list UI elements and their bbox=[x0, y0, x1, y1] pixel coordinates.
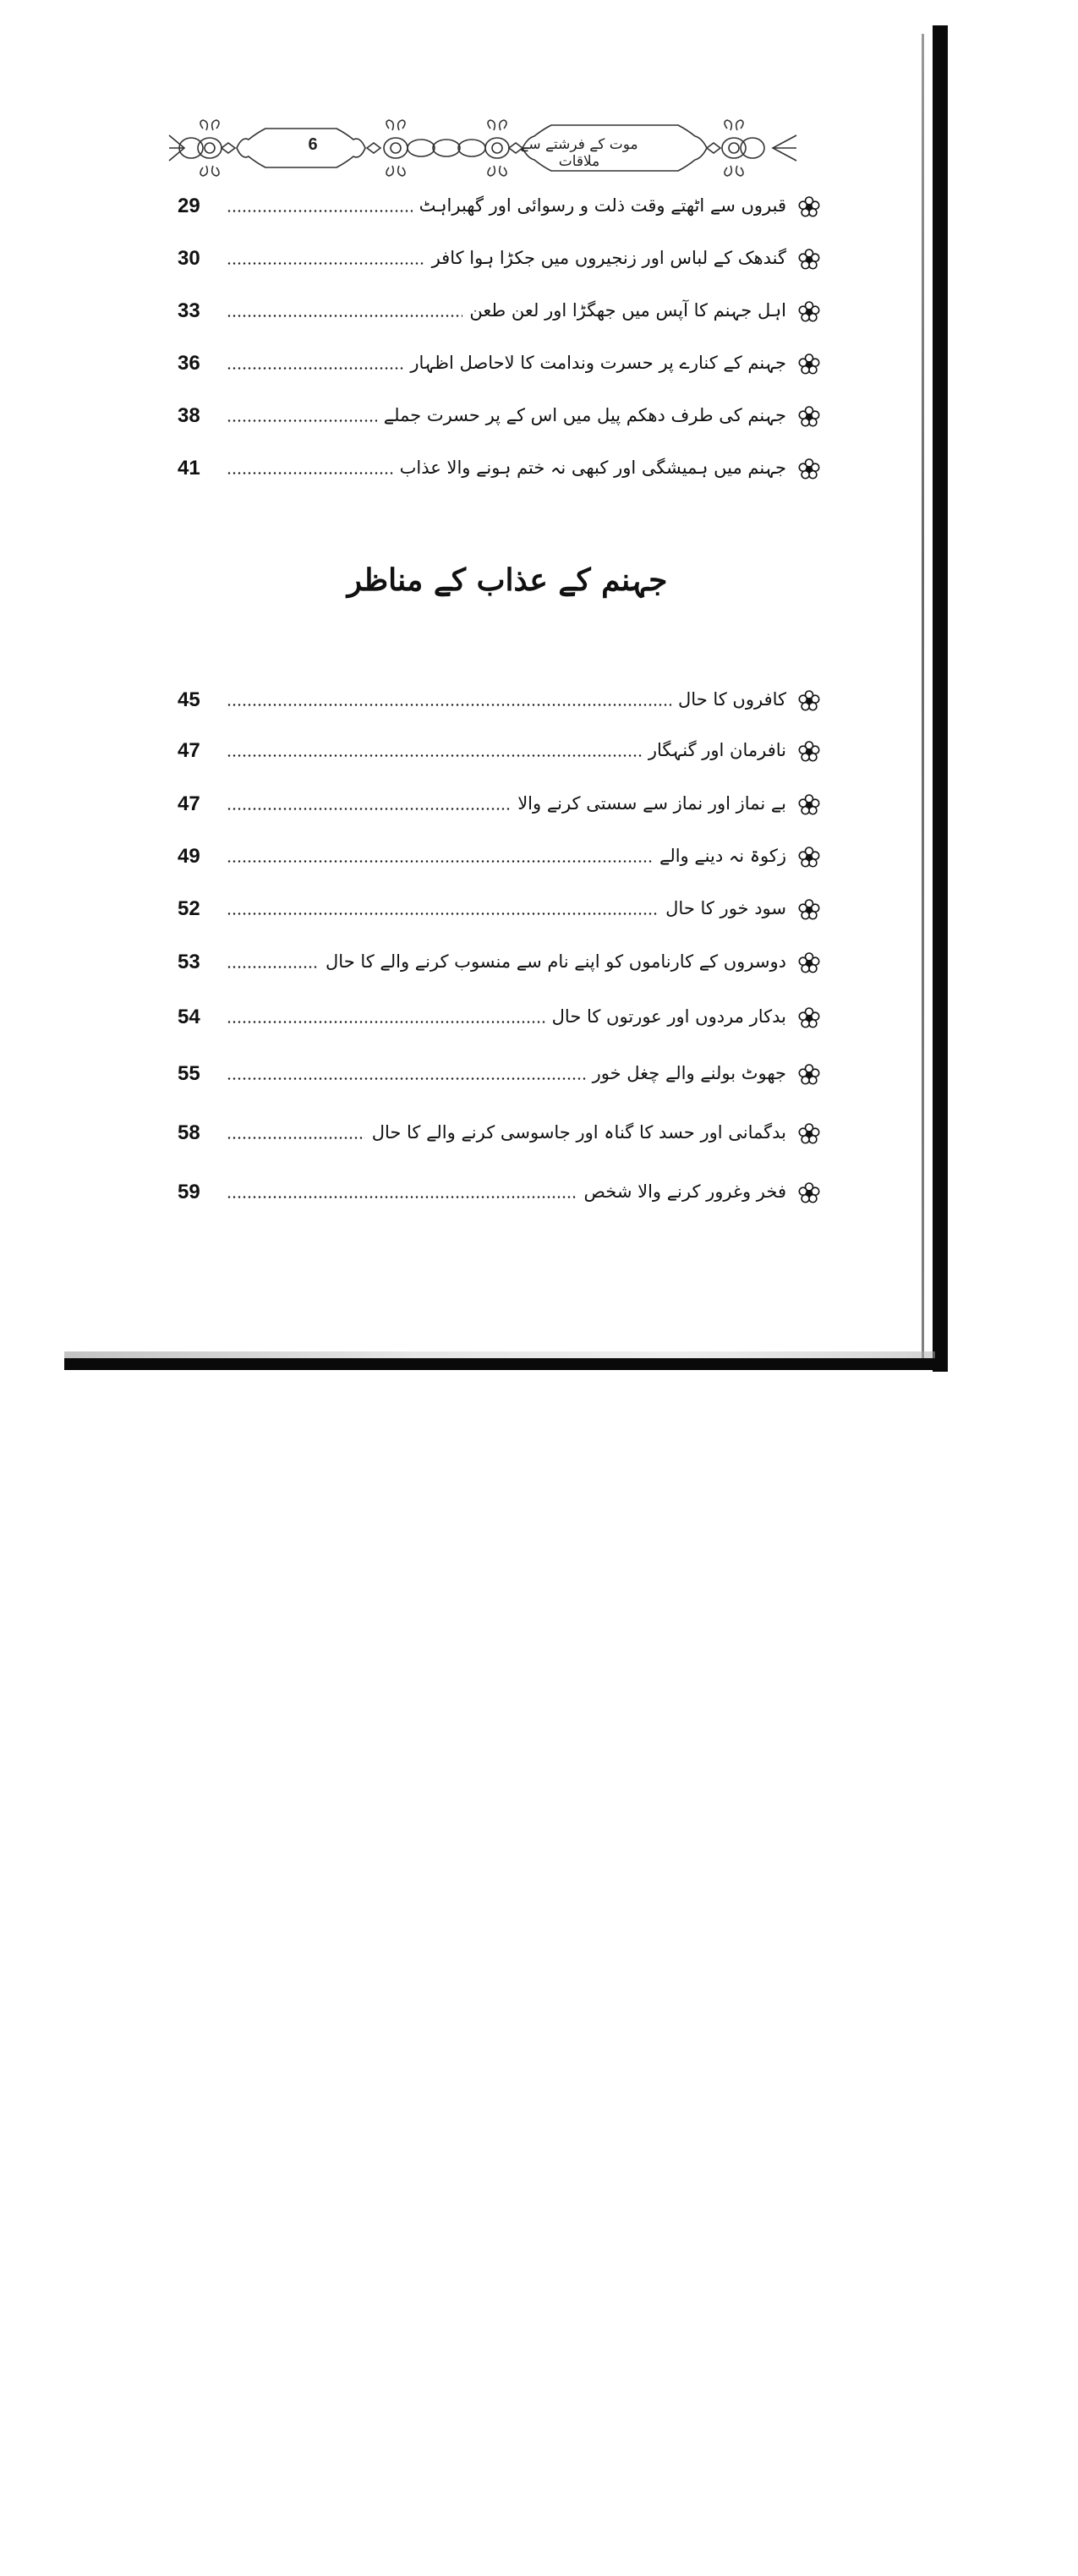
page-edge-line bbox=[922, 34, 924, 1362]
toc-entry-page-number: 54 bbox=[178, 1006, 200, 1028]
toc-entry-page-number: 33 bbox=[178, 299, 200, 322]
toc-entry[interactable] bbox=[178, 191, 820, 225]
toc-entry-page-number: 55 bbox=[178, 1062, 200, 1085]
toc-entry-title: سود خور کا حال bbox=[665, 898, 786, 918]
page-number: 6 bbox=[308, 135, 318, 154]
dot-leader bbox=[227, 808, 511, 810]
toc-entry[interactable] bbox=[178, 841, 820, 875]
toc-entry-page-number: 38 bbox=[178, 404, 200, 427]
toc-entry-title: قبروں سے اٹھتے وقت ذلت و رسوائی اور گھبراہٹ bbox=[419, 195, 786, 216]
dot-leader bbox=[227, 1137, 365, 1139]
flower-bullet-icon bbox=[798, 301, 820, 323]
toc-entry-page-number: 29 bbox=[178, 195, 200, 217]
section-heading: جہنم کے عذاب کے مناظر bbox=[347, 562, 668, 598]
toc-entry-title: زکوۃ نہ دینے والے bbox=[659, 846, 786, 866]
dot-leader bbox=[227, 419, 377, 422]
toc-entry-page-number: 30 bbox=[178, 247, 200, 270]
dot-leader bbox=[227, 913, 659, 915]
flower-bullet-icon bbox=[798, 458, 820, 480]
dot-leader bbox=[227, 966, 319, 968]
toc-entry-title: کافروں کا حال bbox=[678, 689, 786, 710]
flower-bullet-icon bbox=[798, 1123, 820, 1145]
toc-entry-title: نافرمان اور گنہگار bbox=[648, 740, 786, 760]
toc-entry[interactable] bbox=[178, 296, 820, 330]
dot-leader bbox=[227, 1077, 586, 1080]
dot-leader bbox=[227, 210, 413, 212]
flower-bullet-icon bbox=[798, 406, 820, 428]
toc-entry[interactable] bbox=[178, 789, 820, 823]
toc-entry-page-number: 47 bbox=[178, 739, 200, 762]
flower-bullet-icon bbox=[798, 794, 820, 816]
toc-entry-title: دوسروں کے کارناموں کو اپنے نام سے منسوب کرنے والے کا حال bbox=[326, 951, 786, 972]
toc-entry[interactable] bbox=[178, 348, 820, 382]
toc-entry-title: جہنم کی طرف دھکم پیل میں اس کے پر حسرت جملے bbox=[383, 405, 786, 425]
flower-bullet-icon bbox=[798, 196, 820, 218]
toc-entry[interactable] bbox=[178, 947, 820, 981]
toc-entry-page-number: 45 bbox=[178, 688, 200, 711]
toc-entry[interactable] bbox=[178, 401, 820, 435]
toc-entry-page-number: 53 bbox=[178, 951, 200, 973]
flower-bullet-icon bbox=[798, 899, 820, 921]
toc-entry-page-number: 36 bbox=[178, 352, 200, 375]
ornamental-border-icon bbox=[166, 118, 800, 178]
dot-leader bbox=[227, 754, 642, 757]
flower-bullet-icon bbox=[798, 249, 820, 271]
flower-bullet-icon bbox=[798, 952, 820, 974]
flower-bullet-icon bbox=[798, 741, 820, 763]
flower-bullet-icon bbox=[798, 1064, 820, 1086]
dot-leader bbox=[227, 1196, 577, 1198]
flower-bullet-icon bbox=[798, 354, 820, 375]
toc-entry-title: بدکار مردوں اور عورتوں کا حال bbox=[551, 1006, 786, 1027]
flower-bullet-icon bbox=[798, 847, 820, 869]
toc-entry-page-number: 59 bbox=[178, 1181, 200, 1203]
toc-entry-page-number: 47 bbox=[178, 792, 200, 815]
ornamental-header bbox=[166, 118, 800, 178]
toc-entry[interactable] bbox=[178, 736, 820, 770]
toc-entry-page-number: 41 bbox=[178, 457, 200, 480]
flower-bullet-icon bbox=[798, 690, 820, 712]
toc-entry-title: گندھک کے لباس اور زنجیروں میں جکڑا ہوا کافر bbox=[431, 248, 786, 268]
flower-bullet-icon bbox=[798, 1007, 820, 1029]
toc-entry-title: بے نماز اور نماز سے سستی کرنے والا bbox=[517, 793, 786, 814]
scan-right-edge bbox=[933, 25, 948, 1372]
toc-entry-title: جھوٹ بولنے والے چغل خور bbox=[592, 1063, 786, 1083]
toc-entry[interactable] bbox=[178, 894, 820, 928]
toc-entry-page-number: 52 bbox=[178, 897, 200, 920]
dot-leader bbox=[227, 262, 425, 265]
toc-entry[interactable] bbox=[178, 453, 820, 487]
toc-entry[interactable] bbox=[178, 1059, 820, 1093]
flower-bullet-icon bbox=[798, 1182, 820, 1204]
dot-leader bbox=[227, 704, 671, 706]
toc-entry-page-number: 58 bbox=[178, 1121, 200, 1144]
toc-entry[interactable] bbox=[178, 244, 820, 277]
toc-entry-page-number: 49 bbox=[178, 845, 200, 868]
toc-entry-title: بدگمانی اور حسد کا گناہ اور جاسوسی کرنے والے کا حال bbox=[371, 1122, 786, 1143]
toc-entry[interactable] bbox=[178, 1002, 820, 1036]
toc-entry[interactable] bbox=[178, 1177, 820, 1211]
dot-leader bbox=[227, 1021, 545, 1023]
toc-entry-title: اہل جہنم کا آپس میں جھگڑا اور لعن طعن bbox=[469, 300, 786, 321]
toc-entry-title: فخر وغرور کرنے والا شخص bbox=[583, 1181, 786, 1202]
dot-leader bbox=[227, 472, 393, 474]
toc-entry-title: جہنم کے کنارے پر حسرت وندامت کا لاحاصل اظہار bbox=[410, 353, 786, 373]
toc-entry[interactable] bbox=[178, 685, 820, 719]
dot-leader bbox=[227, 860, 653, 863]
toc-entry-title: جہنم میں ہمیشگی اور کبھی نہ ختم ہونے والا عذاب bbox=[399, 458, 786, 478]
toc-entry[interactable] bbox=[178, 1118, 820, 1152]
dot-leader bbox=[227, 315, 462, 317]
dot-leader bbox=[227, 367, 403, 370]
running-header-title: موت کے فرشتے سے ملاقات bbox=[520, 136, 638, 170]
